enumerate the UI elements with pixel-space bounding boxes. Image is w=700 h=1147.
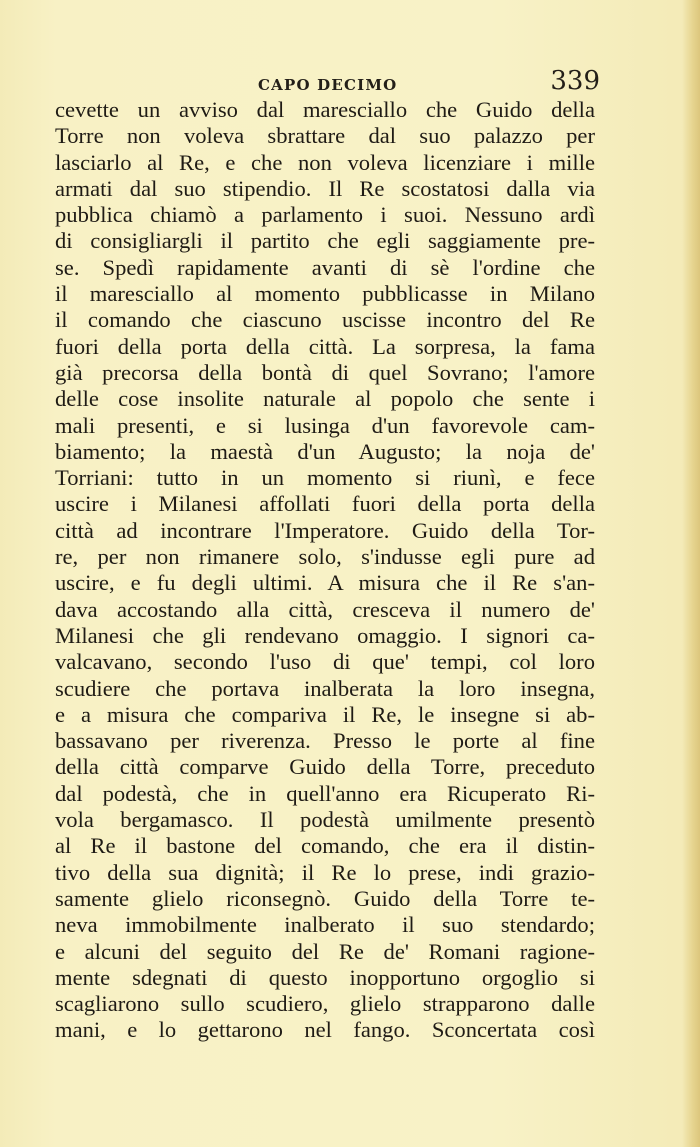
text-line: già precorsa della bontà di quel Sovrano; l'amore (55, 359, 595, 385)
text-line: pubblica chiamò a parlamento i suoi. Nessuno ardì (55, 202, 595, 228)
text-line: dava accostando alla città, cresceva il numero de' (55, 596, 595, 622)
text-line: armati dal suo stipendio. Il Re scostatosi dalla via (55, 175, 595, 201)
text-line: dal podestà, che in quell'anno era Ricuperato Ri- (55, 780, 595, 806)
text-line: mente sdegnati di questo inopportuno orgoglio si (55, 964, 595, 990)
text-line: bassavano per riverenza. Presso le porte al fine (55, 728, 595, 754)
text-line: neva immobilmente inalberato il suo stendardo; (55, 912, 595, 938)
text-line: mani, e lo gettarono nel fango. Sconcertata così (55, 1017, 595, 1043)
text-line: samente glielo riconsegnò. Guido della Torre te- (55, 885, 595, 911)
page-header (55, 66, 600, 100)
text-line: Milanesi che gli rendevano omaggio. I signori ca- (55, 622, 595, 648)
text-line: di consigliargli il partito che egli saggiamente pre- (55, 228, 595, 254)
text-line: tivo della sua dignità; il Re lo prese, indi grazio- (55, 859, 595, 885)
text-line: vola bergamasco. Il podestà umilmente presentò (55, 807, 595, 833)
text-line: e alcuni del seguito del Re de' Romani ragione- (55, 938, 595, 964)
text-line: Torre non voleva sbrattare dal suo palazzo per (55, 123, 595, 149)
text-line: il comando che ciascuno uscisse incontro del Re (55, 307, 595, 333)
page-number: 339 (550, 66, 600, 96)
running-head: CAPO DECIMO (258, 76, 398, 94)
text-line: scagliarono sullo scudiero, glielo strapparono dalle (55, 991, 595, 1017)
text-line: al Re il bastone del comando, che era il distin- (55, 833, 595, 859)
text-line: e a misura che compariva il Re, le insegne si ab- (55, 701, 595, 727)
text-line: biamento; la maestà d'un Augusto; la noja de' (55, 438, 595, 464)
text-line: mali presenti, e si lusinga d'un favorevole cam- (55, 412, 595, 438)
text-line: delle cose insolite naturale al popolo che sente i (55, 386, 595, 412)
text-line: cevette un avviso dal maresciallo che Guido della (55, 97, 595, 122)
page-edge-shadow (682, 0, 700, 1147)
text-line: valcavano, secondo l'uso di que' tempi, col loro (55, 649, 595, 675)
text-line: re, per non rimanere solo, s'indusse egli pure ad (55, 544, 595, 570)
text-line: uscire, e fu degli ultimi. A misura che il Re s'an- (55, 570, 595, 596)
text-line: il maresciallo al momento pubblicasse in Milano (55, 281, 595, 307)
text-line: fuori della porta della città. La sorpresa, la fama (55, 333, 595, 359)
text-line: Torriani: tutto in un momento si riunì, e fece (55, 465, 595, 491)
text-line: della città comparve Guido della Torre, preceduto (55, 754, 595, 780)
text-line: lasciarlo al Re, e che non voleva licenziare i mille (55, 149, 595, 175)
text-line: se. Spedì rapidamente avanti di sè l'ordine che (55, 254, 595, 280)
text-line: scudiere che portava inalberata la loro insegna, (55, 675, 595, 701)
text-line: uscire i Milanesi affollati fuori della porta della (55, 491, 595, 517)
body-text (55, 97, 595, 1044)
text-line: città ad incontrare l'Imperatore. Guido della Tor- (55, 517, 595, 543)
